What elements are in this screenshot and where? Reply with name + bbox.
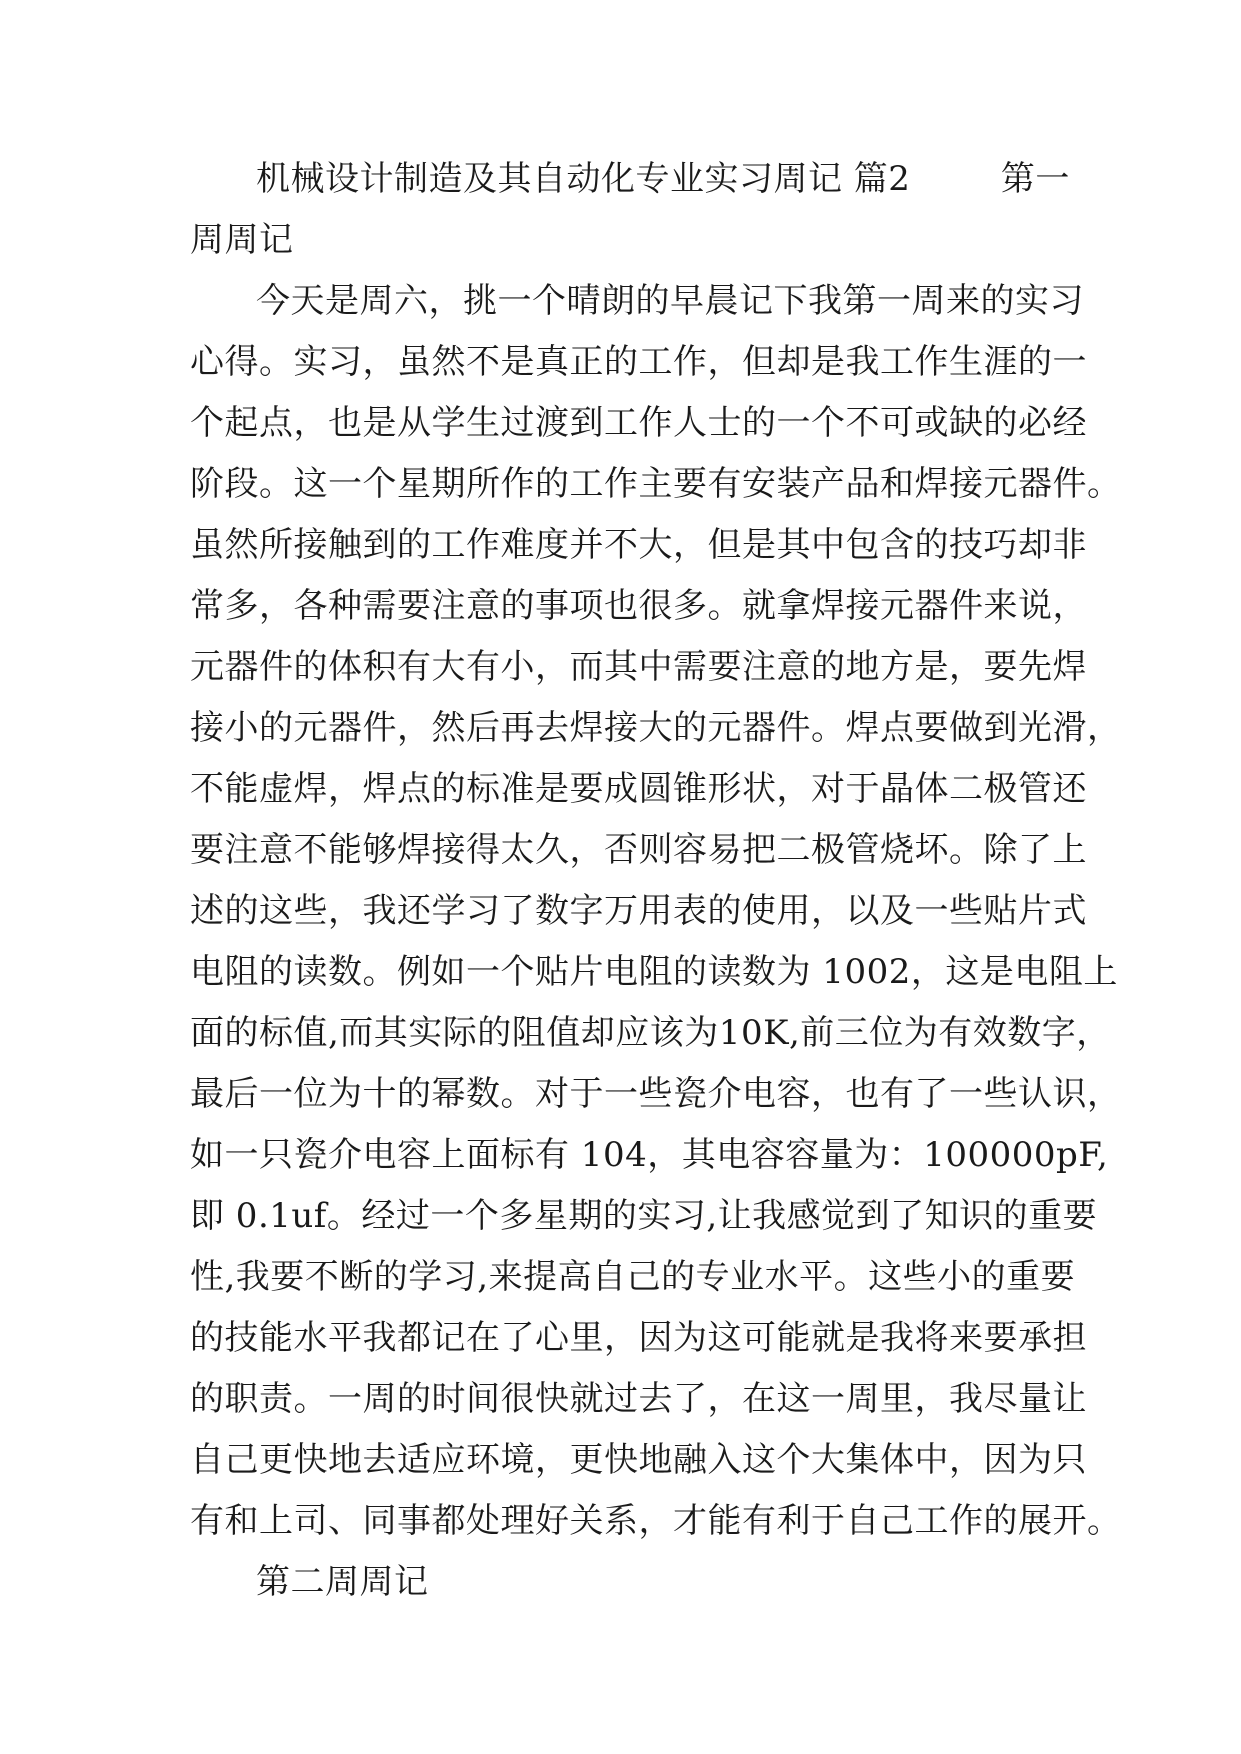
paragraph-line: 心得。实习，虽然不是真正的工作，但却是我工作生涯的一 [190,342,1087,382]
paragraph-line: 面的标值,而其实际的阻值却应该为10K,前三位为有效数字， [190,1013,1111,1053]
paragraph-line: 即 0.1uf。经过一个多星期的实习,让我感觉到了知识的重要 [190,1196,1098,1236]
section-heading: 第二周周记 [256,1562,429,1602]
paragraph-line: 不能虚焊，焊点的标准是要成圆锥形状，对于晶体二极管还 [190,769,1087,809]
paragraph-line: 今天是周六，挑一个晴朗的早晨记下我第一周来的实习 [256,281,1084,321]
paragraph-line: 性,我要不断的学习,来提高自己的专业水平。这些小的重要 [190,1257,1076,1297]
paragraph-line: 阶段。这一个星期所作的工作主要有安装产品和焊接元器件。 [190,464,1122,504]
document-title-line: 机械设计制造及其自动化专业实习周记 篇2 第一 [256,159,1070,199]
paragraph-line: 虽然所接触到的工作难度并不大，但是其中包含的技巧却非 [190,525,1087,565]
document-title-line-2: 周周记 [190,220,294,260]
paragraph-line: 元器件的体积有大有小，而其中需要注意的地方是，要先焊 [190,647,1087,687]
paragraph-line: 自己更快地去适应环境，更快地融入这个大集体中，因为只 [190,1440,1087,1480]
paragraph-line: 电阻的读数。例如一个贴片电阻的读数为 1002，这是电阻上 [190,952,1118,992]
paragraph-line: 最后一位为十的幂数。对于一些瓷介电容，也有了一些认识， [190,1074,1122,1114]
paragraph-line: 要注意不能够焊接得太久，否则容易把二极管烧坏。除了上 [190,830,1087,870]
paragraph-line: 有和上司、同事都处理好关系，才能有利于自己工作的展开。 [190,1501,1122,1541]
paragraph-line: 的技能水平我都记在了心里，因为这可能就是我将来要承担 [190,1318,1087,1358]
paragraph-line: 个起点，也是从学生过渡到工作人士的一个不可或缺的必经 [190,403,1087,443]
paragraph-line: 的职责。一周的时间很快就过去了，在这一周里，我尽量让 [190,1379,1087,1419]
paragraph-line: 常多，各种需要注意的事项也很多。就拿焊接元器件来说， [190,586,1087,626]
paragraph-line: 述的这些，我还学习了数字万用表的使用，以及一些贴片式 [190,891,1087,931]
paragraph-line: 接小的元器件，然后再去焊接大的元器件。焊点要做到光滑， [190,708,1122,748]
paragraph-line: 如一只瓷介电容上面标有 104，其电容容量为：100000pF, [190,1135,1109,1175]
